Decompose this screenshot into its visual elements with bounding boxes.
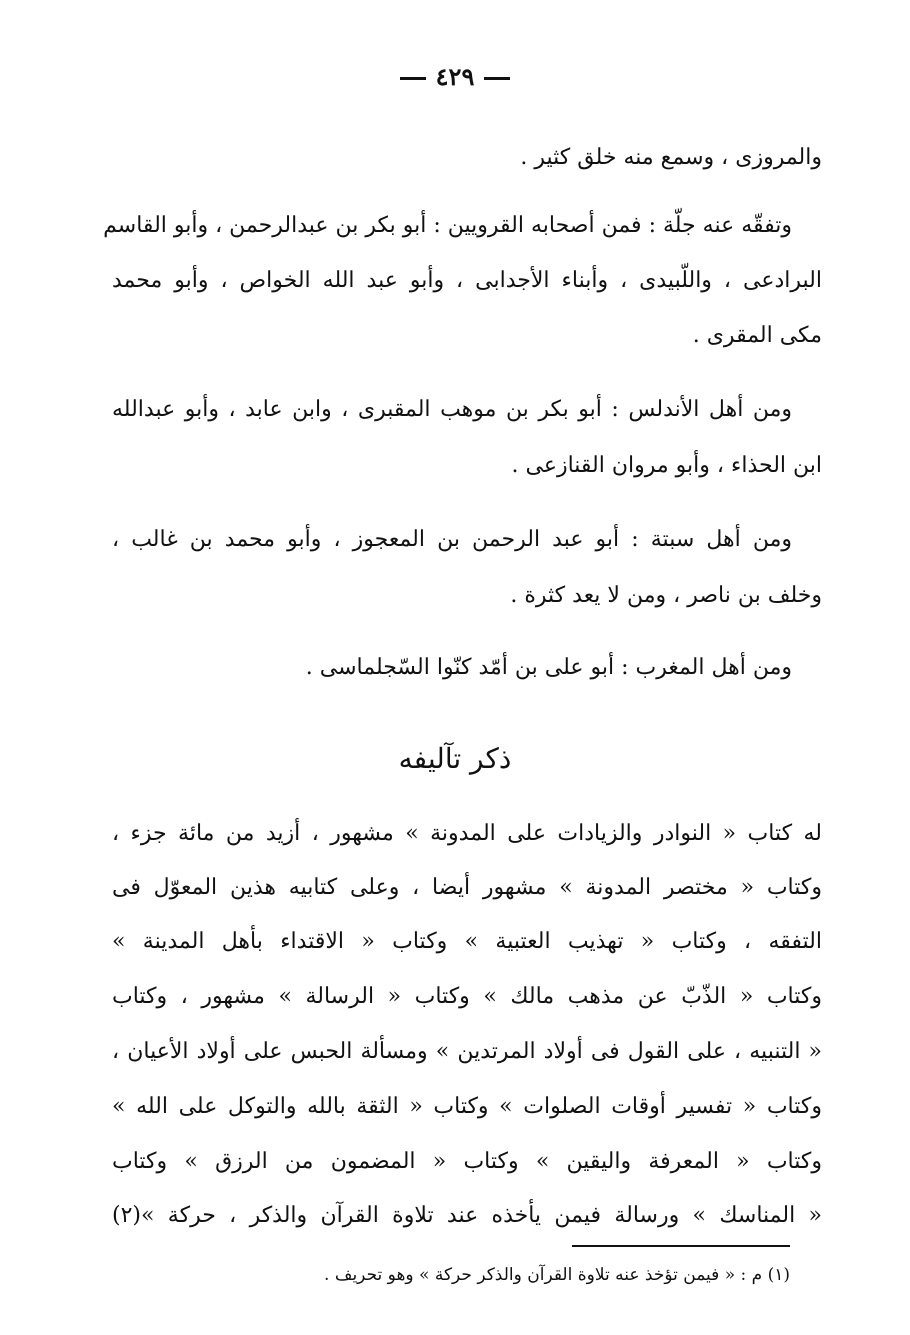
paragraph-4-line-2: وخلف بن ناصر ، ومن لا يعد كثرة . [510, 583, 822, 608]
paragraph-1-line-1: والمروزى ، وسمع منه خلق كثير . [520, 145, 822, 170]
footnote: (١) م : « فيمن تؤخذ عنه تلاوة القرآن والذكر حركة » وهو تحريف . [324, 1265, 790, 1285]
paragraph-5-line-1: ومن أهل المغرب : أبو على بن أمّد كنّوا السّجلماسى . [305, 655, 792, 680]
body-line-1: له كتاب « النوادر والزيادات على المدونة » مشهور ، أزيد من مائة جزء ، [112, 821, 822, 846]
page-number-dash-right [484, 77, 510, 80]
paragraph-2-line-2: البرادعى ، واللّبيدى ، وأبناء الأجدابى ، وأبو عبد الله الخواص ، وأبو محمد [112, 268, 822, 293]
page-number [0, 62, 910, 91]
body-line-7: وكتاب « المعرفة واليقين » وكتاب « المضمون من الرزق » وكتاب [112, 1149, 822, 1174]
body-line-8: « المناسك » ورسالة فيمن يأخذه عند تلاوة القرآن والذكر ، حركة »(٢) [112, 1203, 822, 1228]
paragraph-4-line-1: ومن أهل سبتة : أبو عبد الرحمن بن المعجوز ، وأبو محمد بن غالب ، [112, 527, 792, 552]
page-number-text: ٤٢٩ [435, 62, 475, 91]
paragraph-2-line-1: وتفقّه عنه جلّة : فمن أصحابه القرويين : أبو بكر بن عبدالرحمن ، وأبو القاسم [103, 213, 792, 238]
page-number-dash-left [400, 77, 426, 80]
body-line-3: التفقه ، وكتاب « تهذيب العتبية » وكتاب « الاقتداء بأهل المدينة » [112, 929, 822, 954]
body-line-4: وكتاب « الذّبّ عن مذهب مالك » وكتاب « الرسالة » مشهور ، وكتاب [112, 984, 822, 1009]
body-line-2: وكتاب « مختصر المدونة » مشهور أيضا ، وعلى كتابيه هذين المعوّل فى [112, 875, 822, 900]
paragraph-3-line-2: ابن الحذاء ، وأبو مروان القنازعى . [511, 453, 822, 478]
body-line-6: وكتاب « تفسير أوقات الصلوات » وكتاب « الثقة بالله والتوكل على الله » [112, 1094, 822, 1119]
paragraph-3-line-1: ومن أهل الأندلس : أبو بكر بن موهب المقبرى ، وابن عابد ، وأبو عبدالله [112, 397, 792, 422]
paragraph-2-line-3: مكى المقرى . [692, 323, 822, 348]
body-line-5: « التنبيه ، على القول فى أولاد المرتدين » ومسألة الحبس على أولاد الأعيان ، [112, 1039, 822, 1064]
footnote-divider [572, 1245, 790, 1247]
section-heading: ذكر تآليفه [398, 742, 512, 775]
